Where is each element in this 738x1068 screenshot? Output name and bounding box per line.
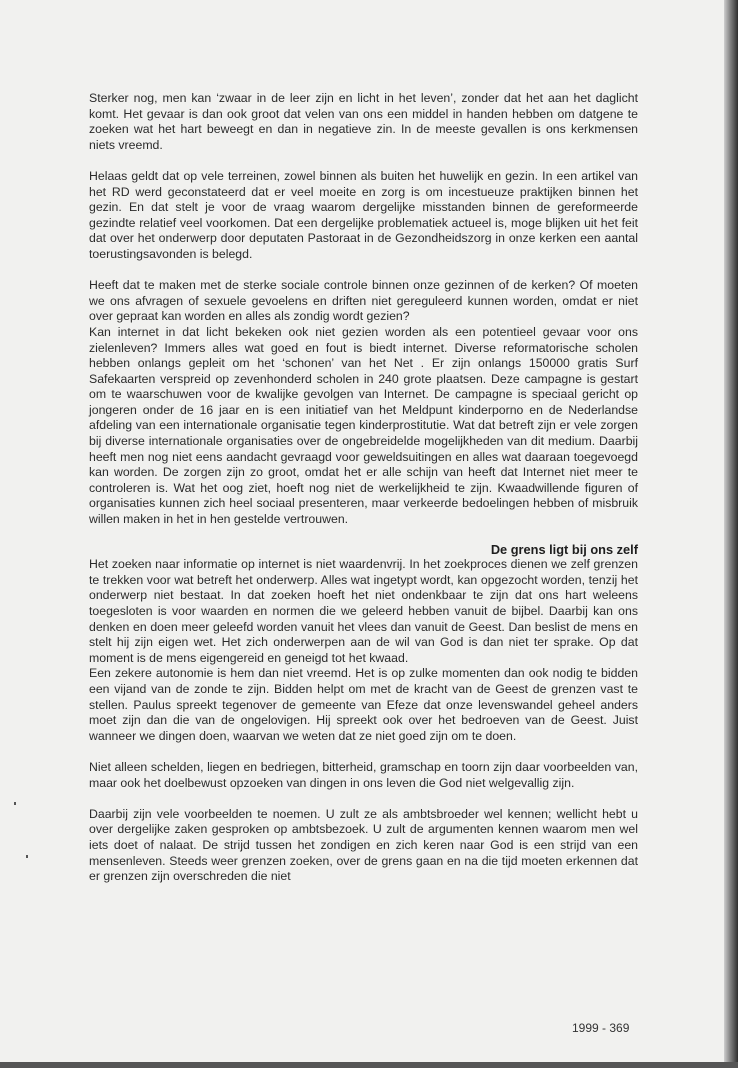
paragraph-6: Een zekere autonomie is hem dan niet vreemd. Het is op zulke momenten dan ook nodig te bidden een vijand van de zonde te zijn. Bidden helpt om met de kracht van de Geest de grenzen vast te stellen. Paulus spreekt tegenover de gemeente van Efeze dat onze levenswandel geheel anders moet zijn dan die van de ongelovigen. Hij spreekt ook over het bedroeven van de Geest. Juist wanneer we dingen doen, waarvan we weten dat ze niet goed zijn om te doen. xyxy=(89,666,638,743)
paragraph-5: Het zoeken naar informatie op internet is niet waardenvrij. In het zoekproces dienen we zelf grenzen te trekken voor wat betreft het onderwerp. Alles wat ingetypt wordt, kan opgezocht worden, tenzij het onderwerp niet bestaat. In dat zoeken hoeft het niet ondenkbaar te zijn dat ons hart weleens toegesloten is voor waarden en normen die we geleerd hebben vanuit de bijbel. Daarbij kan ons denken en doen meer geleefd worden vanuit het vlees dan vanuit de Geest. Dan beslist de mens en stelt hij zijn eigen wet. Het zich onderwerpen aan de wil van God is dan niet ter sprake. Op dat moment is de mens eigengereid en geneigd tot het kwaad. xyxy=(89,557,638,665)
paragraph-4: Kan internet in dat licht bekeken ook niet gezien worden als een potentieel gevaar voor ons zielenleven? Immers alles wat goed en fout is biedt internet. Diverse reformatorische scholen hebben onlangs gepleit om het ‘schonen’ van het Net . Er zijn onlangs 150000 gratis Surf Safekaarten verspreid op zevenhonderd scholen in 240 grote plaatsen. Deze campagne is gestart om te waarschuwen voor de kwalijke gevolgen van Internet. De campagne is speciaal gericht op jongeren onder de 16 jaar en is een initiatief van het Meldpunt kinderporno en de Nederlandse afdeling van een internationale organisatie tegen kinderprostitutie. Wat dat betreft zijn er vele zorgen bij diverse internationale organisaties over de ongebreidelde mogelijkheden van dit medium. Daarbij heeft men nog niet eens aandacht gevraagd voor geweldsuitingen en alles wat daaraan toegevoegd kan worden. De zorgen zijn zo groot, omdat het er alle schijn van heeft dat Internet niet meer te controleren is. Wat het oog ziet, hoeft nog niet de werkelijkheid te zijn. Kwaadwillende figuren of organisaties kunnen zich heel sociaal presenteren, maar verkeerde bedoelingen hebben of misbruik willen maken in het in hen gestelde vertrouwen. xyxy=(89,324,638,527)
page-number: 1999 - 369 xyxy=(572,1021,630,1035)
paragraph-1: Sterker nog, men kan ‘zwaar in de leer zijn en licht in het leven’, zonder dat het aan het daglicht komt. Het gevaar is dan ook groot dat velen van ons een middel in handen hebben om datgene te zoeken wat het hart beweegt en dan in negatieve zin. In de meeste gevallen is ons kerkmensen niets vreemd. xyxy=(89,91,638,152)
paragraph-2: Helaas geldt dat op vele terreinen, zowel binnen als buiten het huwelijk en gezin. In een artikel van het RD werd geconstateerd dat er veel moeite en zorg is om incestueuze praktijken binnen het gezin. En dat stelt je voor de vraag waarom dergelijke misstanden binnen de gereformeerde gezindte relatief veel voorkomen. Dat een dergelijke problematiek actueel is, moge blijken uit het feit dat over het onderwerp door deputaten Pastoraat in de Gezondheidszorg in onze kerken een aantal toerustingsavonden is belegd. xyxy=(89,168,638,261)
body-text xyxy=(89,91,638,885)
paragraph-7: Niet alleen schelden, liegen en bedriegen, bitterheid, gramschap en toorn zijn daar voorbeelden van, maar ook het doelbewust opzoeken van dingen in ons leven die God niet welgevallig zijn. xyxy=(89,759,638,790)
paragraph-3: Heeft dat te maken met de sterke sociale controle binnen onze gezinnen of de kerken? Of moeten we ons afvragen of sexuele gevoelens en driften niet gereguleerd kunnen worden, omdat er niet over gepraat kan worden en alles als zondig wordt gezien? xyxy=(89,278,638,324)
binding-mark xyxy=(14,802,16,805)
page-edge xyxy=(724,0,738,1068)
section-heading: De grens ligt bij ons zelf xyxy=(490,541,638,557)
paragraph-8: Daarbij zijn vele voorbeelden te noemen. U zult ze als ambtsbroeder wel kennen; wellicht hebt u over dergelijke zaken gesproken op ambtsbezoek. U zult de argumenten kennen waarom men wel iets doet of nalaat. De strijd tussen het zondigen en zich keren naar God is een strijd van een mensenleven. Steeds weer grenzen zoeken, over de grens gaan en na die tijd moeten erkennen dat er grenzen zijn overschreden die niet xyxy=(89,806,638,884)
binding-mark xyxy=(26,855,28,858)
page-bottom-edge xyxy=(0,1062,738,1068)
